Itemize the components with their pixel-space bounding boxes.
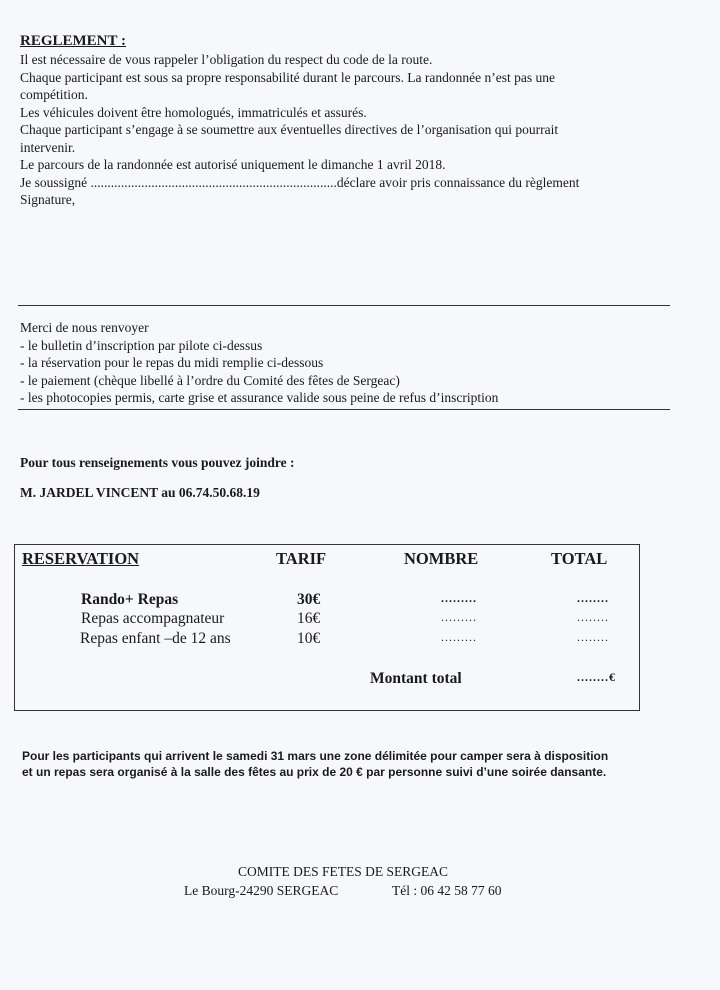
reglement-line: Le parcours de la randonnée est autorisé uniquement le dimanche 1 avril 2018. bbox=[20, 157, 446, 172]
row-quantity-field: ......... bbox=[441, 591, 477, 605]
renvoi-item: - la réservation pour le repas du midi remplie ci-dessous bbox=[20, 355, 324, 370]
renvoi-intro: Merci de nous renvoyer bbox=[20, 320, 149, 335]
renvoi-item: - le bulletin d’inscription par pilote ci-dessus bbox=[20, 337, 263, 353]
header-nombre: NOMBRE bbox=[404, 549, 479, 568]
row-quantity-field: ......... bbox=[441, 630, 477, 644]
divider bbox=[18, 409, 670, 410]
reglement-line: compétition. bbox=[20, 87, 88, 102]
reglement-line: intervenir. bbox=[20, 139, 76, 155]
header-reservation: RESERVATION bbox=[22, 549, 140, 568]
row-label: Repas enfant –de 12 ans bbox=[80, 630, 231, 647]
row-total-field: ........ bbox=[577, 610, 609, 624]
divider bbox=[18, 305, 670, 306]
footer-organization: COMITE DES FETES DE SERGEAC bbox=[238, 864, 449, 879]
row-total-field: ........ bbox=[577, 591, 609, 605]
signature-label: Signature, bbox=[20, 192, 76, 207]
footer-address: Le Bourg-24290 SERGEAC bbox=[184, 883, 339, 898]
camping-note bbox=[22, 748, 712, 780]
row-total-field: ........ bbox=[577, 630, 609, 644]
reglement-line: Les véhicules doivent être homologués, immatriculés et assurés. bbox=[20, 104, 367, 120]
row-price: 30€ bbox=[297, 591, 321, 608]
row-label: Repas accompagnateur bbox=[81, 610, 225, 627]
reglement-line: Chaque participant s’engage à se soumettre aux éventuelles directives de l’organisation qui pourrait bbox=[20, 122, 559, 137]
row-quantity-field: ......... bbox=[441, 610, 477, 624]
reservation-row bbox=[15, 591, 639, 611]
contact-person: M. JARDEL VINCENT au 06.74.50.68.19 bbox=[20, 485, 260, 500]
montant-total-field: ........€ bbox=[577, 670, 616, 684]
reglement-line: Chaque participant est sous sa propre responsabilité durant le parcours. La randonnée n’est pas une bbox=[20, 69, 555, 85]
contact-intro: Pour tous renseignements vous pouvez joindre : bbox=[20, 455, 295, 470]
header-total: TOTAL bbox=[551, 549, 608, 568]
soussigne-line: Je soussigné .........................................................................déclare avoir pris connaissance du règlement bbox=[20, 174, 580, 190]
row-label: Rando+ Repas bbox=[81, 591, 179, 608]
reservation-table bbox=[14, 544, 640, 711]
header-tarif: TARIF bbox=[276, 549, 327, 568]
renvoi-section bbox=[20, 319, 670, 407]
reservation-row bbox=[15, 630, 639, 650]
reglement-section bbox=[20, 31, 680, 209]
renvoi-item: - le paiement (chèque libellé à l’ordre du Comité des fêtes de Sergeac) bbox=[20, 372, 400, 388]
note-line: et un repas sera organisé à la salle des fêtes au prix de 20 € par personne suivi d’une soirée dansante. bbox=[22, 765, 607, 779]
montant-total-label: Montant total bbox=[370, 670, 462, 687]
row-price: 16€ bbox=[297, 610, 321, 627]
renvoi-item: - les photocopies permis, carte grise et assurance valide sous peine de refus d’inscription bbox=[20, 390, 499, 405]
footer-phone: Tél : 06 42 58 77 60 bbox=[392, 883, 502, 898]
reservation-row bbox=[15, 610, 639, 630]
reglement-heading: REGLEMENT : bbox=[20, 33, 126, 49]
reglement-line: Il est nécessaire de vous rappeler l’obligation du respect du code de la route. bbox=[20, 52, 433, 67]
note-line: Pour les participants qui arrivent le samedi 31 mars une zone délimitée pour camper sera à disposition bbox=[22, 749, 609, 763]
row-price: 10€ bbox=[297, 630, 321, 647]
